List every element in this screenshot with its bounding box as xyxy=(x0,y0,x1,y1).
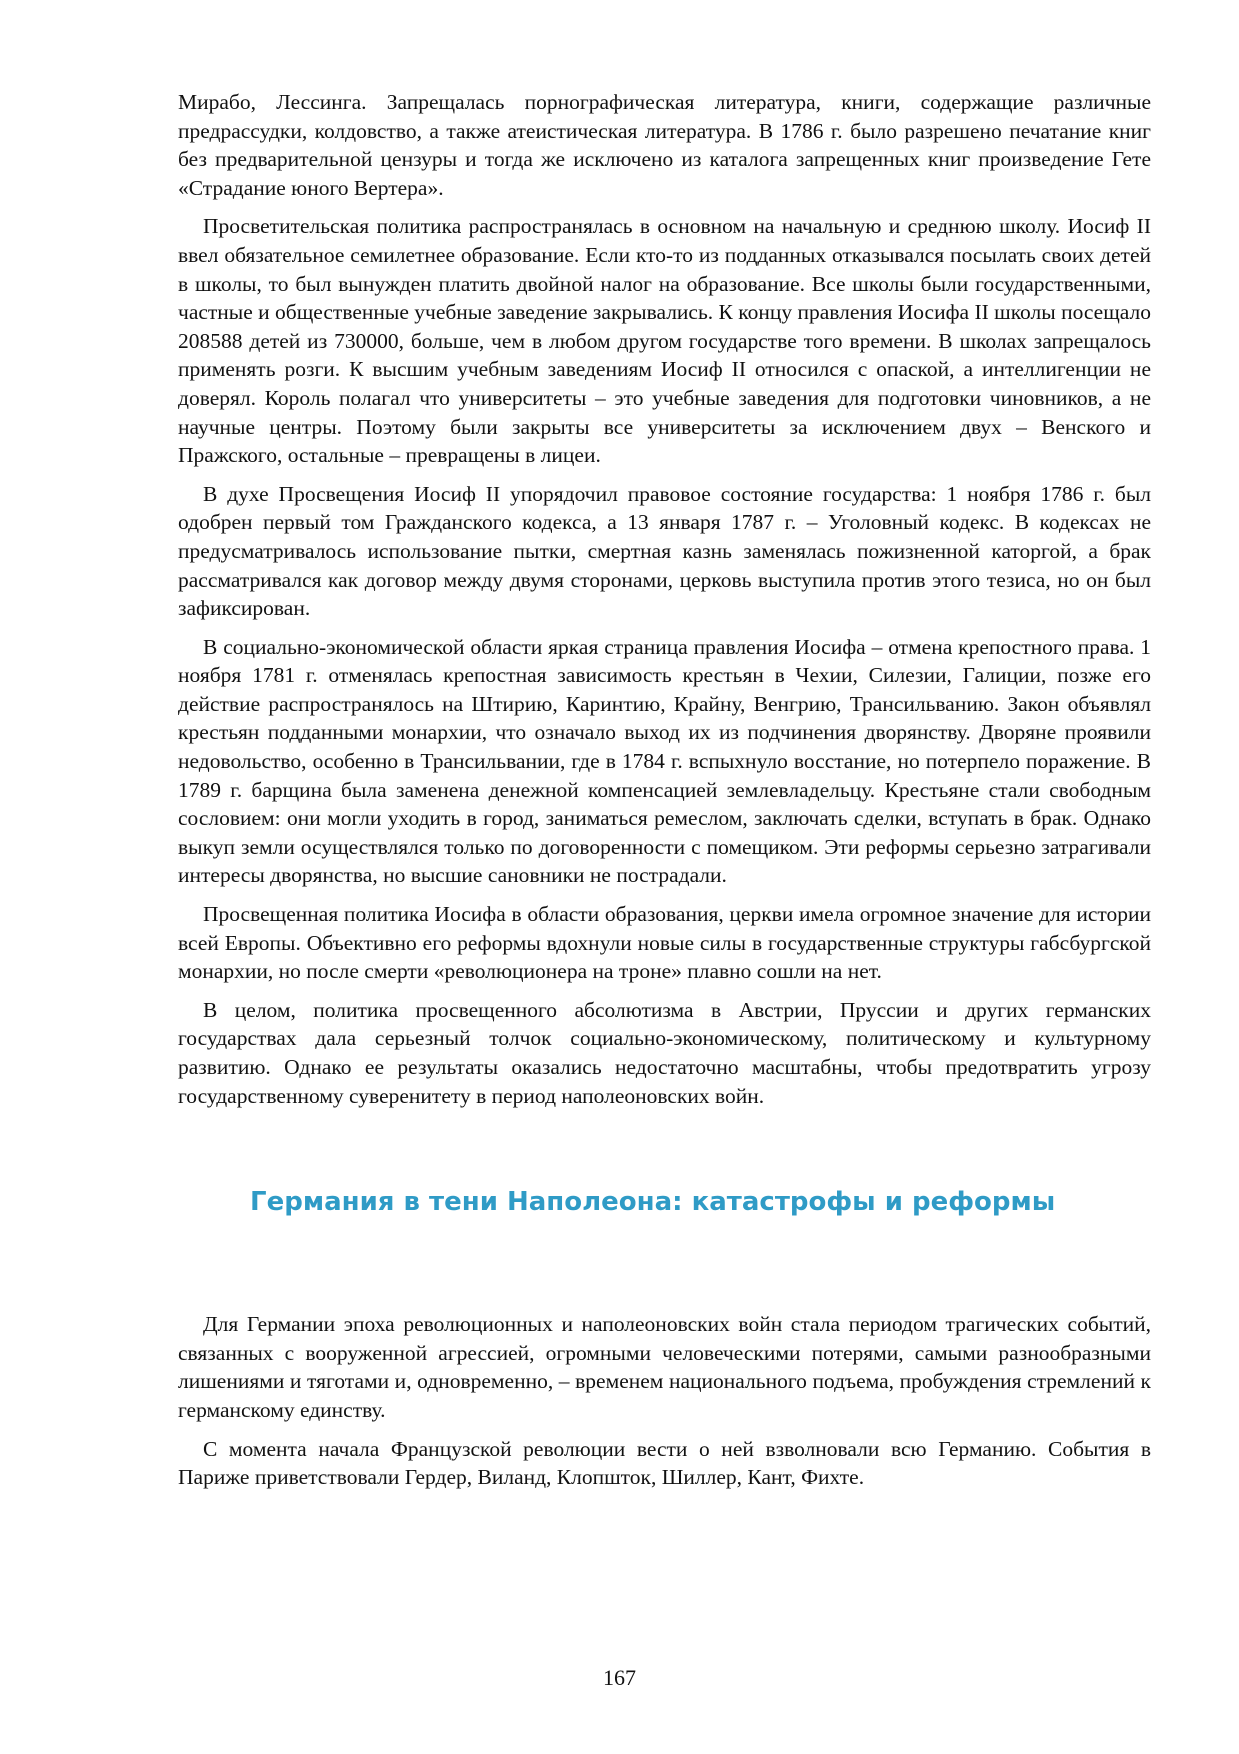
paragraph-legal-codes: В духе Просвещения Иосиф II упорядочил правовое состояние государства: 1 ноября 1786 г. был одобрен первый том Гражданского кодекса, а 13 января 1787 г. – Уголовный кодекс. В кодексах не предусматривалось использование пытки, смертная казнь заменялась пожизненной каторгой, а брак рассматривался как договор между двумя сторонами, церковь выступила против этого тезиса, но он был зафиксирован. xyxy=(178,481,1151,621)
page-number: 167 xyxy=(603,1665,636,1690)
paragraph-education-policy: Просветительская политика распространялась в основном на начальную и среднюю школу. Иосиф II ввел обязательное семилетнее образование. Если кто-то из подданных отказывался посылать своих детей в школы, то был вынужден платить двойной налог на образование. Все школы были государственными, частные и общественные учебные заведение закрывались. К концу правления Иосифа II школы посещало 208588 детей из 730000, больше, чем в любом другом государстве того времени. В школах запрещалось применять розги. К высшим учебным заведениям Иосиф II относился с опаской, а интеллигенции не доверял. Король полагал что университеты – это учебные заведения для подготовки чиновников, а не научные центры. Поэтому были закрыты все университеты за исключением двух – Венского и Пражского, остальные – превращены в лицеи. xyxy=(178,214,1151,468)
paragraph-serfdom: В социально-экономической области яркая страница правления Иосифа – отмена крепостного права. 1 ноября 1781 г. отменялась крепостная зависимость крестьян в Чехии, Силезии, Галиции, позже его действие распространялось на Штирию, Каринтию, Крайну, Венгрию, Трансильванию. Закон объявлял крестьян подданными монархии, что означало выход их из подчинения дворянству. Дворяне проявили недовольство, особенно в Трансильвании, где в 1784 г. вспыхнуло восстание, но потерпело поражение. В 1789 г. барщина была заменена денежной компенсацией землевладельцу. Крестьяне стали свободным сословием: они могли уходить в город, заниматься ремеслом, заключать сделки, вступать в брак. Однако выкуп земли осуществлялся только по договоренности с помещиком. Эти реформы серьезно затрагивали интересы дворянства, но высшие сановники не пострадали. xyxy=(178,634,1151,888)
section-heading: Германия в тени Наполеона: катастрофы и реформы xyxy=(250,1187,1056,1218)
paragraph-conclusion: В целом, политика просвещенного абсолютизма в Австрии, Пруссии и других германских государствах дала серьезный толчок социально-экономическому, политическому и культурному развитию. Однако ее результаты оказались недостаточно масштабны, чтобы предотвратить угрозу государственному суверенитету в период наполеоновских войн. xyxy=(178,997,1151,1108)
paragraph-continued: Мирабо, Лессинга. Запрещалась порнографическая литература, книги, содержащие различные предрассудки, колдовство, а также атеистическая литература. В 1786 г. было разрешено печатание книг без предварительной цензуры и тогда же исключено из каталога запрещенных книг произведение Гете «Страдание юного Вертера». xyxy=(178,90,1151,200)
page-body xyxy=(178,88,1151,1502)
paragraph-enlightened-policy: Просвещенная политика Иосифа в области образования, церкви имела огромное значение для истории всей Европы. Объективно его реформы вдохнули новые силы в государственные структуры габсбургской монархии, но после смерти «революционера на троне» плавно сошли на нет. xyxy=(178,902,1151,984)
paragraph-french-revolution: С момента начала Французской революции вести о ней взволновали всю Германию. События в Париже приветствовали Гердер, Виланд, Клопшток, Шиллер, Кант, Фихте. xyxy=(178,1436,1151,1490)
paragraph-napoleonic-era: Для Германии эпоха революционных и наполеоновских войн стала периодом трагических событий, связанных с вооруженной агрессией, огромными человеческими потерями, самыми разнообразными лишениями и тяготами и, одновременно, – временем национального подъема, пробуждения стремлений к германскому единству. xyxy=(178,1312,1151,1422)
